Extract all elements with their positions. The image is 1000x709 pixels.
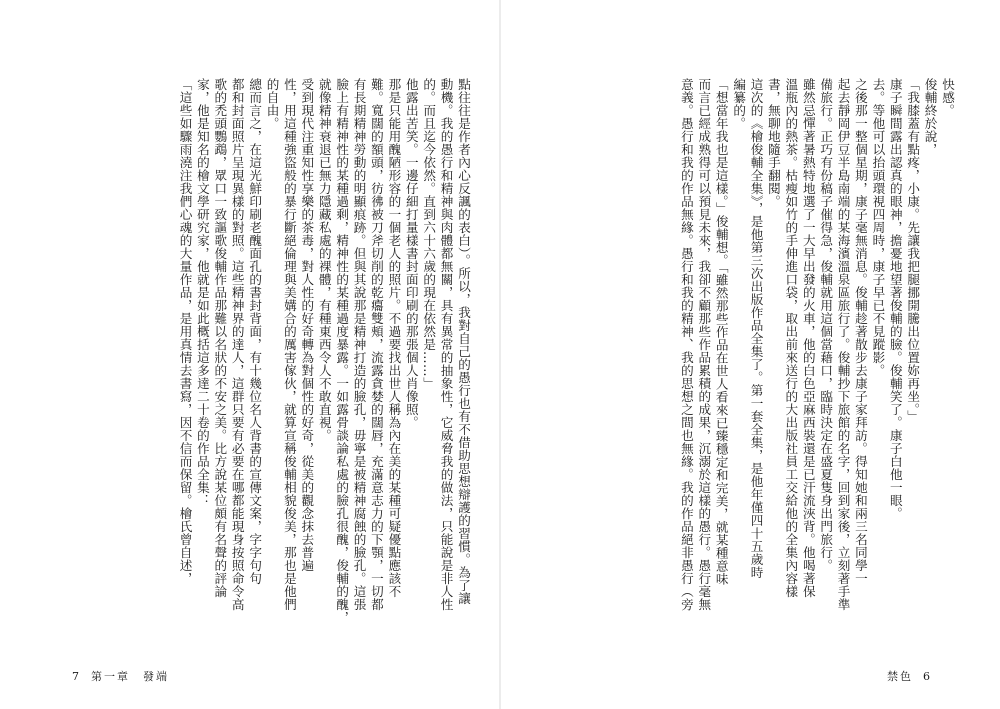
page-number: 6 <box>923 670 932 683</box>
text-line: 備旅行。正巧有份稿子催得急，俊輔就用這個當藉口，臨時決定在盛夏隻身出門旅行。 <box>818 78 834 572</box>
text-line: 那是只能用醜陋形容的一個老人的照片。不過要找出世人稱為內在美的某種可疑優點應該不 <box>386 78 402 598</box>
text-line: 他露出苦笑。一邊仔細打量樣書封面印刷的那張個人肖像照。 <box>403 78 419 429</box>
right-folio <box>887 668 942 684</box>
text-line: 「想當年我也是這樣。」俊輔想。「雖然那些作品在世人看來已臻穩定和完美，就某種意味 <box>713 78 729 586</box>
text-line: 的。而且迄今依然。直到六十六歲的現在依然是……」 <box>421 78 437 390</box>
text-line: 編纂的。 <box>731 78 747 130</box>
chapter-title: 第一章 發端 <box>91 670 169 683</box>
text-line: 快感。 <box>940 78 955 117</box>
page-number: 7 <box>72 670 81 683</box>
text-line: 就像精神衰退已無力隱藏私處的裸體，有種東西令人不敢直視。 <box>316 78 332 442</box>
text-line: 意義。愚行和我的作品無緣。愚行和我的精神、我的思想之間也無緣。我的作品絕非愚行（旁 <box>678 78 694 611</box>
text-line: 雖然忌憚著暑熱特地選了一大早出發的火車，他的白色亞麻西裝還是已汗流浹背。他喝著保 <box>800 78 816 598</box>
text-line: 之後那一整個星期，康子毫無消息。俊輔趁著散步去康子家拜訪。得知她和兩三名同學一 <box>852 78 868 585</box>
text-line: 「我膝蓋有點疼，小康。先讓我把腿挪開騰出位置妳再坐。」 <box>905 78 921 423</box>
text-line: 總而言之，在這光鮮印刷老醜面孔的書封背面，有十幾位名人背書的宣傳文案，字字句句 <box>247 78 263 585</box>
text-line: 臉上有精神性的某種過剩，精神性的某種過度暴露。一如露骨談論私處的臉孔很醜，俊輔的醜， <box>334 78 350 624</box>
text-line: 受到現代注重知性享樂的茶毒，對人性的好奇轉為對個性的好奇，從美的觀念抹去普遍 <box>299 78 315 572</box>
text-line: 歌的禿頭鸚鵡，眾口一致謳歌俊輔作品那難以名狀的不安之美。比方說某位頗有名聲的評論 <box>212 78 228 598</box>
text-line: 有長期精神勞動的明顯痕跡。但與其說那是精神打造的臉孔，毋寧是被精神腐蝕的臉孔。這張 <box>351 78 367 611</box>
text-line: 性，用這種強盜般的暴行斷絕倫理與美媾合的厲害傢伙，就算宣稱俊輔相貌俊美，那也是他們 <box>281 78 297 611</box>
text-line: 康子瞬間露出認真的眼神，擔憂地望著俊輔的臉。俊輔笑了。康子白他一眼。 <box>887 78 903 520</box>
book-title: 禁色 <box>887 670 913 683</box>
text-line: 這次的《檜俊輔全集》，是他第三次出版作品全集了。第一套全集，是他年僅四十五歲時 <box>748 78 764 579</box>
text-line: 「這些如驟雨澆注我們心魂的大量作品，是用真情去書寫，因不信而保留。檜氏曾自述， <box>177 78 193 585</box>
text-line: 書，無聊地隨手翻閱。 <box>765 78 781 208</box>
text-line: 難。寬闊的額頭，彷彿被刀斧切削的乾癟雙頰，流露貪婪的闊唇，充滿意志力的下顎，一切都 <box>368 78 384 611</box>
text-line: 去。等他可以抬頭環視四周時，康子早已不見蹤影。 <box>870 78 886 377</box>
text-line: 俊輔終於說， <box>922 78 938 156</box>
text-line: 動機。我的愚行和精神與肉體都無關，具有異常的抽象性，它威脅我的做法，只能說是非人性 <box>438 78 454 611</box>
text-line: 的自由。 <box>264 78 280 130</box>
text-line: 溫瓶內的熱茶。枯瘦如竹的手伸進口袋，取出前來送行的大出版社員工交給他的全集內容樣 <box>783 78 799 598</box>
text-line: 起去靜岡伊豆半島南端的某海濱溫泉區旅行了。俊輔抄下旅館的名字，回到家後，立刻著手準 <box>835 78 851 611</box>
text-line: 而言已經成熟得可以預見未來，我卻不顧那些作品累積的成果，沉溺於這樣的愚行。愚行毫無 <box>696 78 712 611</box>
left-folio <box>72 668 179 684</box>
text-line: 點往往是作者內心反諷的表白）。所以，我對自己的愚行也有不借助思想辯護的習慣。為了讓 <box>456 78 471 605</box>
right-page <box>500 0 1000 709</box>
left-page-text <box>42 78 472 638</box>
right-page-text <box>536 78 956 638</box>
text-line: 家，他是知名的檜文學研究家，他就是如此概括這多達二十卷的作品全集： <box>194 78 210 507</box>
text-line: 都和封面照片呈現異樣的對照。這些精神界的達人，這群只要有必要在哪都能現身按照命令高 <box>229 78 245 611</box>
